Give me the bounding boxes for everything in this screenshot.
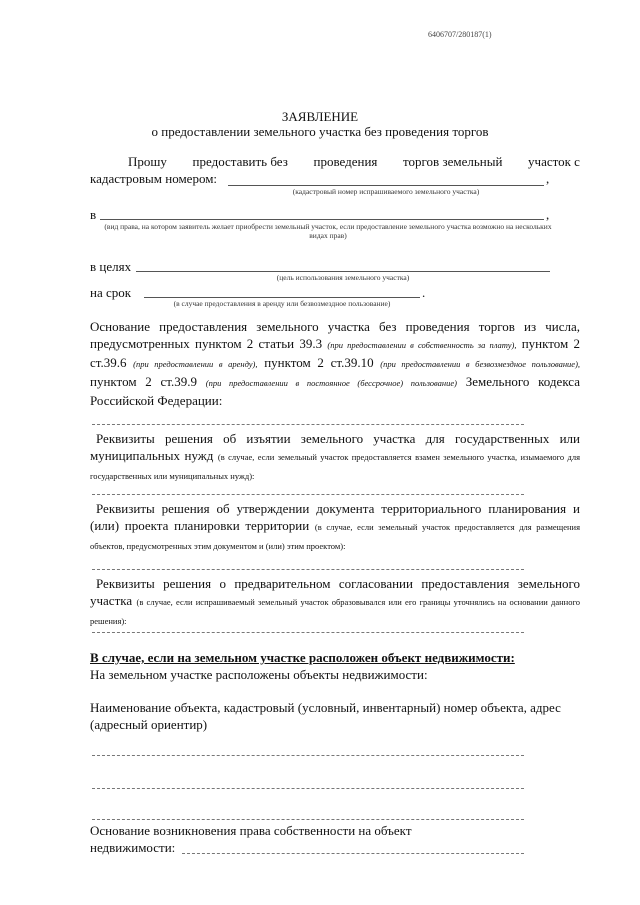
prelim-note: (в случае, если испрашиваемый земельный участок образовывался или его границы уточнялись на основании данного решения): (90, 597, 580, 626)
basis-text: пунктом 2 ст.39.10 (264, 355, 374, 370)
prelim-text: Реквизиты решения о предварительном согласовании предоставления земельного участка (90, 576, 580, 608)
basis-field[interactable] (92, 424, 524, 425)
right-end: , (546, 207, 550, 222)
cadastral-end: , (546, 171, 550, 186)
ownership-basis-field[interactable] (182, 853, 524, 854)
document-subtitle: о предоставлении земельного участка без проведения торгов (151, 124, 489, 139)
request-word: Прошу (128, 154, 167, 169)
basis-text: Земельного кодекса Российской Федерации: (90, 374, 581, 408)
purpose-label: в целях (90, 259, 132, 274)
realty-name-text: Наименование объекта, кадастровый (условный, инвентарный) номер объекта, адрес (адресный ориентир) (90, 700, 561, 732)
realty-field-3[interactable] (92, 819, 524, 820)
basis-text: пунктом 2 ст.39.9 (90, 374, 197, 389)
document-id: 6406707/280187(1) (428, 30, 492, 39)
request-line-1 (128, 154, 580, 170)
request-word: предоставить без (192, 154, 288, 169)
cadastral-caption: (кадастровый номер испрашиваемого земельного участка) (292, 187, 480, 196)
ownership-basis-label: недвижимости: (90, 840, 176, 855)
basis-note: (при предоставлении в постоянное (бессрочное) пользование) (205, 378, 457, 388)
planning-field[interactable] (92, 569, 524, 570)
term-end: . (422, 285, 426, 300)
basis-note: (при предоставлении в аренду), (133, 359, 258, 369)
realty-heading: В случае, если на земельном участке расположен объект недвижимости: (90, 650, 515, 665)
withdrawal-note: (в случае, если земельный участок предоставляется взамен земельного участка, изымаемого для государственных или муниципальных нужд): (90, 452, 580, 481)
cadastral-label: кадастровым номером: (90, 171, 218, 186)
request-word: участок с (528, 154, 580, 169)
cadastral-number-field[interactable] (228, 185, 544, 186)
withdrawal-paragraph (90, 430, 580, 485)
term-label: на срок (90, 285, 132, 300)
prelim-paragraph (90, 575, 580, 630)
realty-line: На земельном участке расположены объекты недвижимости: (90, 667, 428, 682)
realty-field-1[interactable] (92, 755, 524, 756)
purpose-field[interactable] (136, 271, 550, 272)
term-field[interactable] (144, 297, 420, 298)
ownership-basis-line1: Основание возникновения права собственности на объект (90, 823, 412, 838)
planning-text: Реквизиты решения об утверждении документа территориального планирования и (или) проекта планировки территории (90, 501, 580, 533)
basis-note: (при предоставлении в безвозмездное пользование), (380, 359, 581, 369)
basis-note: (при предоставлении в собственность за плату), (327, 340, 517, 350)
document-title: ЗАЯВЛЕНИЕ (281, 109, 359, 124)
prelim-field[interactable] (92, 632, 524, 633)
right-type-field[interactable] (100, 219, 544, 220)
right-label: в (90, 207, 97, 222)
basis-text: пунктом 2 ст.39.6 (90, 336, 580, 370)
planning-paragraph (90, 500, 580, 555)
term-caption: (в случае предоставления в аренду или безвозмездное пользование) (173, 299, 391, 308)
withdrawal-text: Реквизиты решения об изъятии земельного участка для государственных или муниципальных нужд (90, 431, 580, 463)
request-word: проведения (313, 154, 378, 169)
purpose-caption: (цель использования земельного участка) (276, 273, 410, 282)
planning-note: (в случае, если земельный участок предоставляется для размещения объектов, предусмотренных этим документом и (или) этим проектом): (90, 522, 581, 551)
right-caption: (вид права, на котором заявитель желает приобрести земельный участок, если предоставление земельного участка возможно на нескольких видах прав) (104, 222, 552, 240)
basis-text: Основание предоставления земельного участка без проведения торгов из числа, предусмотренных пунктом 2 статьи 39.3 (90, 319, 580, 351)
withdrawal-field[interactable] (92, 494, 524, 495)
basis-paragraph (90, 318, 580, 409)
realty-field-2[interactable] (92, 788, 524, 789)
request-word: торгов земельный (403, 154, 503, 169)
